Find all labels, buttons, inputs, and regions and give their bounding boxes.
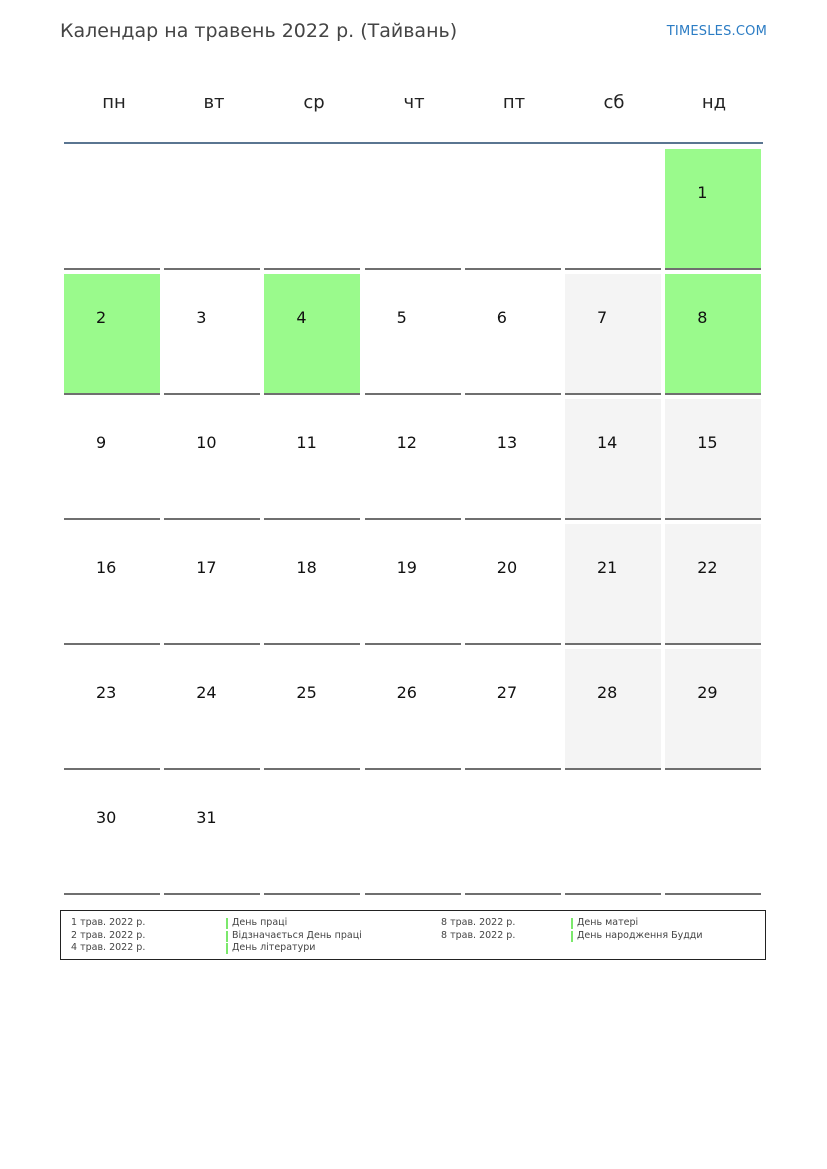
day-number: 25 — [296, 683, 317, 702]
weekday-sun: нд — [701, 92, 727, 113]
empty-day-cell — [465, 774, 561, 895]
legend-date: 2 трав. 2022 р. — [71, 929, 146, 941]
day-number: 24 — [196, 683, 217, 702]
weekday-fri: пт — [502, 92, 526, 113]
day-number: 19 — [396, 558, 417, 577]
day-cell[interactable] — [164, 649, 260, 770]
day-cell[interactable] — [64, 649, 160, 770]
day-number: 21 — [597, 558, 618, 577]
header-divider — [64, 142, 763, 144]
day-cell[interactable] — [465, 274, 561, 395]
day-number: 13 — [496, 433, 518, 452]
day-cell[interactable] — [164, 524, 260, 645]
day-cell[interactable] — [665, 274, 761, 395]
day-number: 12 — [396, 433, 417, 452]
empty-day-cell — [365, 149, 461, 270]
legend-holiday-name: День літератури — [226, 942, 362, 955]
day-number: 5 — [396, 308, 407, 327]
day-number: 26 — [396, 683, 417, 702]
empty-day-cell — [465, 149, 561, 270]
empty-day-cell — [665, 774, 761, 895]
day-cell[interactable] — [665, 399, 761, 520]
empty-day-cell — [565, 149, 661, 270]
day-cell[interactable] — [565, 524, 661, 645]
day-number: 1 — [697, 183, 708, 202]
day-number: 11 — [296, 433, 317, 452]
day-cell[interactable] — [665, 149, 761, 270]
day-cell[interactable] — [164, 399, 260, 520]
legend-date: 4 трав. 2022 р. — [71, 942, 146, 954]
weekday-wed: ср — [303, 92, 325, 113]
legend-dates-left — [71, 917, 145, 955]
empty-day-cell — [164, 149, 260, 270]
day-cell[interactable] — [264, 399, 360, 520]
day-number: 16 — [96, 558, 117, 577]
day-cell[interactable] — [465, 524, 561, 645]
day-number: 10 — [196, 433, 217, 452]
empty-day-cell — [365, 774, 461, 895]
day-cell[interactable] — [264, 274, 360, 395]
day-number: 23 — [96, 683, 117, 702]
day-cell[interactable] — [365, 274, 461, 395]
day-cell[interactable] — [665, 649, 761, 770]
day-number: 30 — [96, 808, 117, 827]
day-number: 7 — [597, 308, 608, 327]
day-cell[interactable] — [365, 524, 461, 645]
weekday-header — [64, 92, 764, 113]
day-cell[interactable] — [365, 649, 461, 770]
day-number: 29 — [697, 683, 718, 702]
day-number: 14 — [597, 433, 618, 452]
legend-dates-right — [441, 917, 515, 942]
legend-holiday-name: Відзначається День праці — [226, 930, 362, 943]
legend-holiday-name: День праці — [226, 917, 362, 930]
weekday-sat: сб — [603, 92, 625, 113]
day-number: 22 — [697, 558, 718, 577]
day-cell[interactable] — [64, 524, 160, 645]
empty-day-cell — [565, 774, 661, 895]
day-cell[interactable] — [565, 649, 661, 770]
day-number: 28 — [597, 683, 618, 702]
legend-names-left — [226, 917, 362, 955]
day-cell[interactable] — [465, 649, 561, 770]
day-number: 9 — [96, 433, 107, 452]
day-cell[interactable] — [264, 649, 360, 770]
legend-date: 8 трав. 2022 р. — [441, 917, 516, 928]
legend-date: 1 трав. 2022 р. — [71, 917, 146, 928]
day-number: 2 — [96, 308, 107, 327]
legend-holiday-name: День народження Будди — [571, 930, 703, 943]
empty-day-cell — [264, 774, 360, 895]
empty-day-cell — [264, 149, 360, 270]
page-title: Календар на травень 2022 р. (Тайвань) — [60, 20, 458, 42]
weekday-tue: вт — [203, 92, 225, 113]
legend-holiday-name: День матері — [571, 917, 703, 930]
legend-date: 8 трав. 2022 р. — [441, 929, 516, 941]
day-cell[interactable] — [264, 524, 360, 645]
day-number: 6 — [496, 308, 507, 327]
brand-link[interactable]: TIMESLES.COM — [666, 24, 767, 39]
day-number: 31 — [196, 808, 217, 827]
day-cell[interactable] — [665, 524, 761, 645]
day-number: 20 — [496, 558, 518, 577]
day-cell[interactable] — [465, 399, 561, 520]
day-number: 8 — [697, 308, 708, 327]
day-cell[interactable] — [64, 774, 160, 895]
day-cell[interactable] — [64, 274, 160, 395]
weekday-mon: пн — [102, 92, 126, 113]
day-number: 17 — [196, 558, 217, 577]
day-cell[interactable] — [64, 399, 160, 520]
holiday-legend — [60, 910, 766, 960]
legend-names-right — [571, 917, 703, 942]
day-cell[interactable] — [164, 274, 260, 395]
weekday-thu: чт — [403, 92, 425, 113]
day-cell[interactable] — [565, 399, 661, 520]
day-cell[interactable] — [565, 274, 661, 395]
day-cell[interactable] — [164, 774, 260, 895]
day-number: 4 — [296, 308, 307, 327]
day-number: 27 — [496, 683, 518, 702]
day-number: 18 — [296, 558, 317, 577]
day-number: 15 — [697, 433, 718, 452]
day-number: 3 — [196, 308, 207, 327]
day-cell[interactable] — [365, 399, 461, 520]
empty-day-cell — [64, 149, 160, 270]
